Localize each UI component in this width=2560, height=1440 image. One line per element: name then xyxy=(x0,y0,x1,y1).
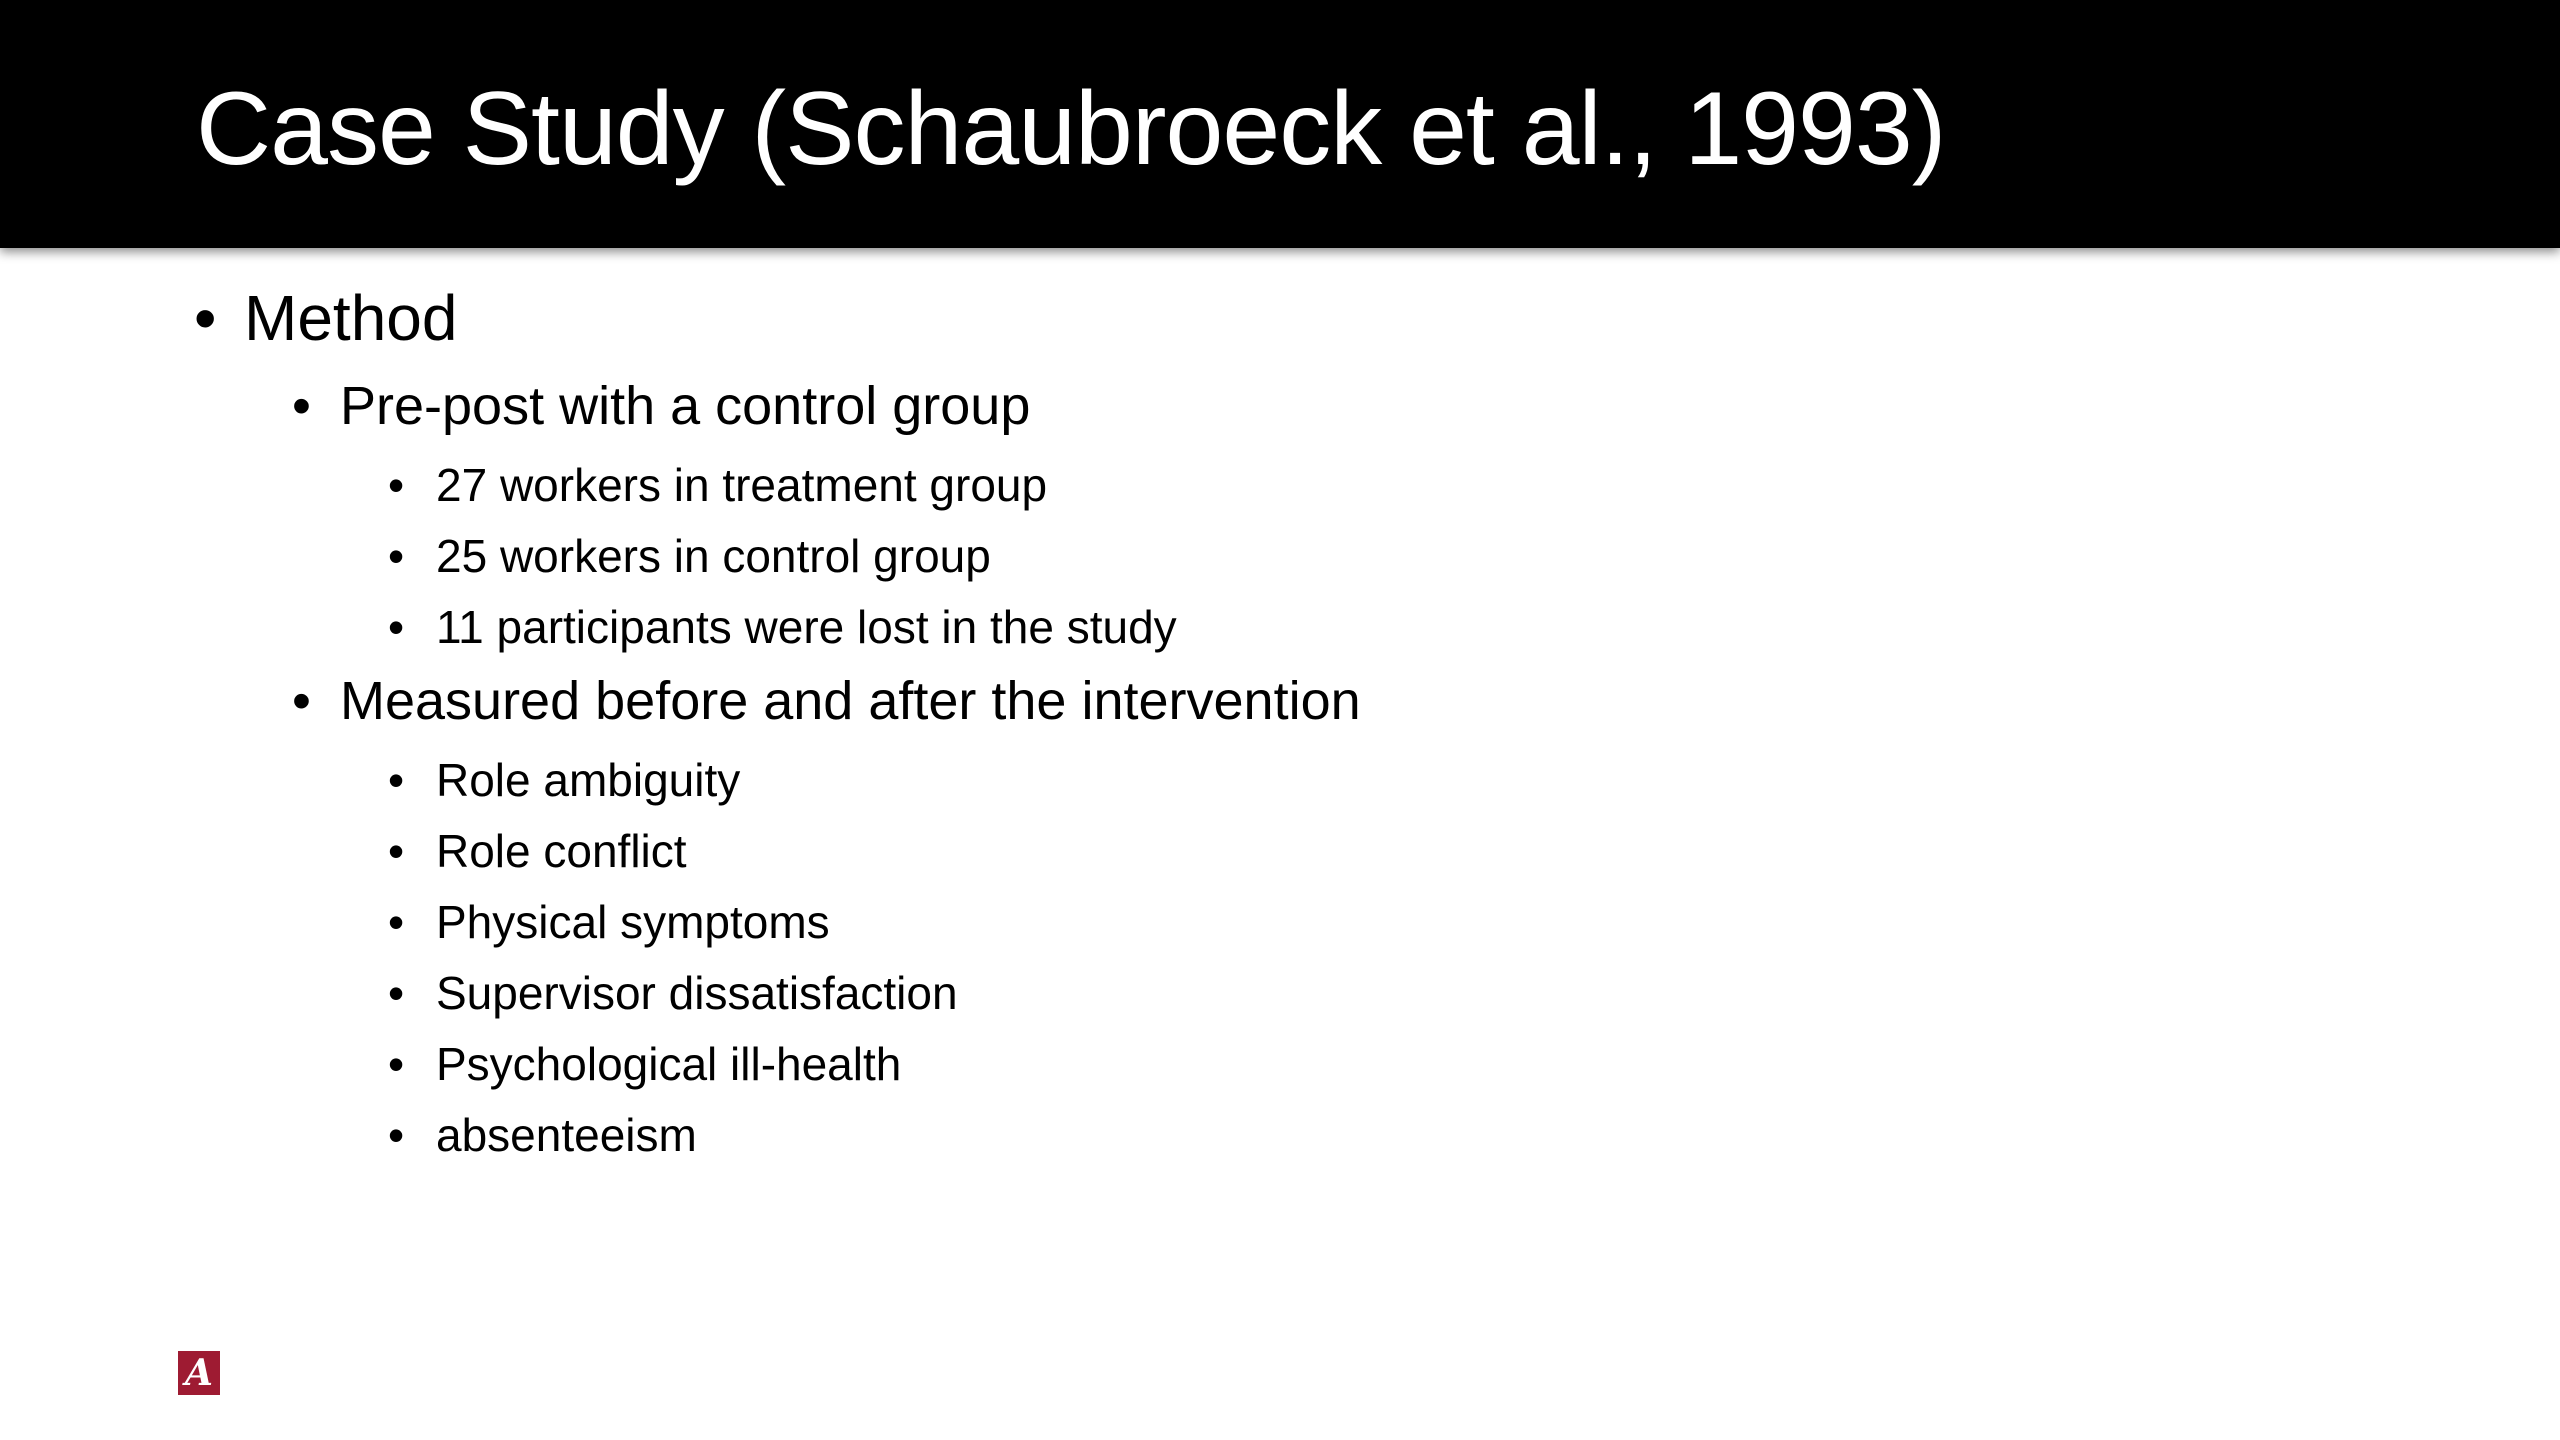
bullet-icon: • xyxy=(388,1038,405,1090)
sub-sub-bullet-item xyxy=(388,896,830,948)
bullet-icon: • xyxy=(292,376,311,436)
bullet-text: absenteeism xyxy=(436,1109,697,1161)
slide-title: Case Study (Schaubroeck et al., 1993) xyxy=(196,71,1946,187)
bullet-icon: • xyxy=(388,754,405,806)
bullet-text: Psychological ill-health xyxy=(436,1038,902,1090)
sub-sub-bullet-item xyxy=(388,1038,902,1090)
sub-bullet-item xyxy=(292,671,1361,731)
sub-sub-bullet-item xyxy=(388,825,687,877)
bullet-text: Pre-post with a control group xyxy=(340,376,1031,436)
bullet-icon: • xyxy=(388,1109,405,1161)
bullet-text: Physical symptoms xyxy=(436,896,830,948)
sub-sub-bullet-item xyxy=(388,754,741,806)
bullet-icon: • xyxy=(388,896,405,948)
university-logo-icon xyxy=(178,1351,220,1395)
bullet-text: 11 participants were lost in the study xyxy=(436,601,1177,653)
bullet-item-method xyxy=(194,282,458,354)
bullet-text: Role ambiguity xyxy=(436,754,741,806)
sub-sub-bullet-item xyxy=(388,601,1177,653)
bullet-text: Measured before and after the intervention xyxy=(340,671,1361,731)
bullet-icon: • xyxy=(388,459,405,511)
sub-sub-bullet-item xyxy=(388,967,958,1019)
sub-sub-bullet-item xyxy=(388,459,1048,511)
bullet-text: 25 workers in control group xyxy=(436,530,991,582)
bullet-text: Method xyxy=(244,282,458,354)
bullet-icon: • xyxy=(388,530,405,582)
sub-sub-bullet-item xyxy=(388,1109,697,1161)
sub-bullet-item xyxy=(292,376,1031,436)
bullet-text: Supervisor dissatisfaction xyxy=(436,967,958,1019)
bullet-icon: • xyxy=(388,601,405,653)
sub-sub-bullet-item xyxy=(388,530,991,582)
bullet-icon: • xyxy=(388,825,405,877)
logo-letter: A xyxy=(185,1352,213,1394)
bullet-icon: • xyxy=(388,967,405,1019)
bullet-icon: • xyxy=(292,671,311,731)
bullet-text: 27 workers in treatment group xyxy=(436,459,1048,511)
bullet-text: Role conflict xyxy=(436,825,687,877)
bullet-icon: • xyxy=(194,282,217,354)
